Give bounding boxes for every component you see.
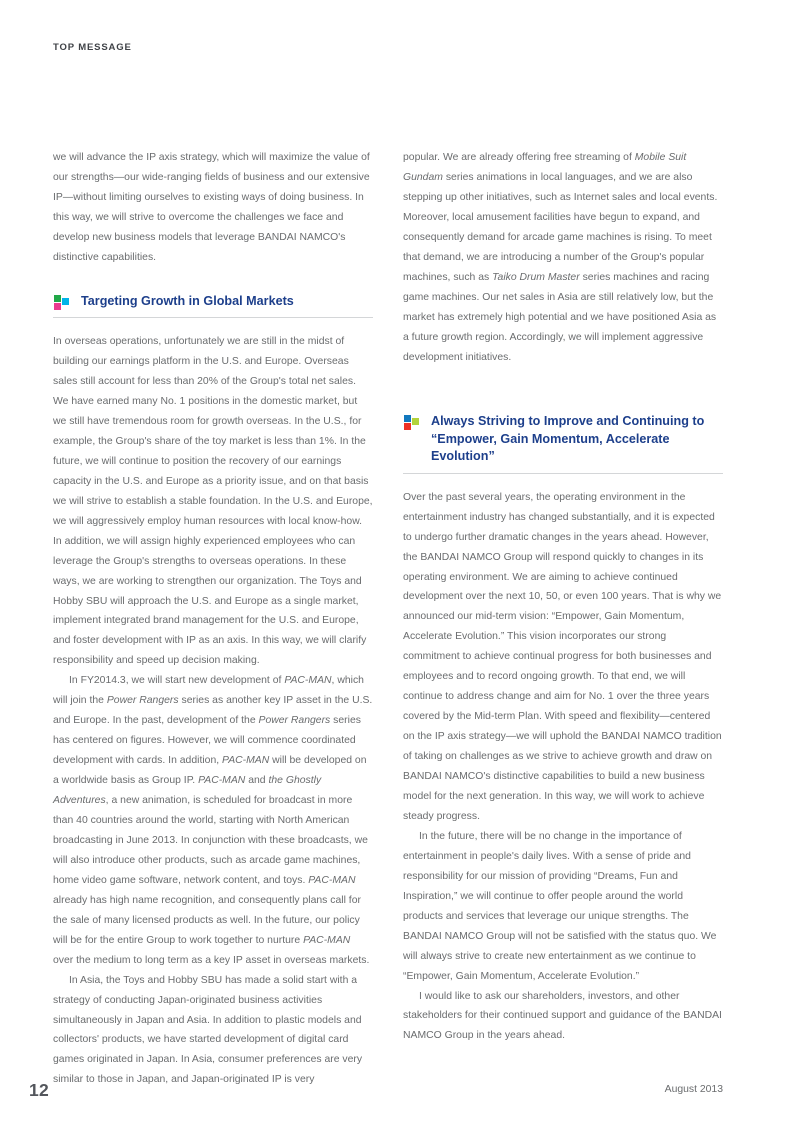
right-column <box>403 148 723 1100</box>
square-top-left <box>54 295 61 302</box>
body-paragraph: In FY2014.3, we will start new development of PAC-MAN, which will join the Power Rangers series as another key IP asset in the U.S. and Europe. In the past, development of the Power Rangers series has centered on figures. However, we will commence coordinated development with cards. In addition, PAC-MAN will be developed on a worldwide basis as Group IP. PAC-MAN and the Ghostly Adventures, a new animation, is scheduled for broadcast in more than 40 countries around the world, starting with North American broadcasting in June 2013. In conjunction with these broadcasts, we will also introduce other products, such as arcade game machines, home video game software, network content, and toys. PAC-MAN already has high name recognition, and consequently plans call for the sale of many licensed products as well. In the future, our policy will be for the entire Group to work together to nurture PAC-MAN over the medium to long term as a key IP asset in overseas markets. <box>53 675 373 966</box>
square-bottom-left <box>54 303 61 310</box>
intro-paragraph: we will advance the IP axis strategy, which will maximize the value of our strengths—our wide-ranging fields of business and our extensive IP—without limiting ourselves to existing ways of doing business. In this way, we will strive to overcome the challenges we face and develop new business models that leverage BANDAI NAMCO's distinctive capabilities. <box>53 152 370 263</box>
body-paragraph: In overseas operations, unfortunately we are still in the midst of building our earnings platform in the U.S. and Europe. Overseas sales still account for less than 20% of the Group's total net sales. We have earned many No. 1 positions in the domestic market, but we still have tremendous room for growth overseas. In the U.S., for example, the Group's share of the toy market is less than 1%. In the future, we will continue to position the recovery of our earnings capacity in the U.S. and Europe as a priority issue, and on that basis we will strive to establish a stable foundation. In the U.S. and Europe, we will aggressively employ human resources with local know-how. In addition, we will assign highly experienced employees who can leverage the Group's strengths to overseas operations. In these ways, we are working to strengthen our organization. The Toys and Hobby SBU will approach the U.S. and Europe as a single market, implement integrated brand management for the U.S. and Europe, and foster development with IP as an axis. In this way, we will clarify responsibility and speed up decision making. <box>53 336 373 667</box>
square-top-right <box>412 418 419 425</box>
body-paragraph: Over the past several years, the operating environment in the entertainment industry has changed substantially, and it is expected to undergo further dramatic changes in the years ahead. However, the BANDAI NAMCO Group will respond quickly to changes in its operating environment. We are aiming to achieve continued development over the next 10, 50, or even 100 years. That is why we announced our mid-term vision: “Empower, Gain Momentum, Accelerate Evolution.” This vision incorporates our strong commitment to achieve continual progress for both businesses and employees and to record ongoing growth. To that end, we will continue to address change and aim for No. 1 over the three years covered by the Mid-term Plan. With speed and flexibility—centered on the IP axis strategy—we will uphold the BANDAI NAMCO tradition of taking on challenges as we strive to achieve growth and draw on BANDAI NAMCO's distinctive capabilities to build a new business model for the next generation. In this way, we will work to achieve steady progress. <box>403 491 722 822</box>
running-head: TOP MESSAGE <box>53 42 132 53</box>
body-paragraph: In Asia, the Toys and Hobby SBU has made a solid start with a strategy of conducting Japan-originated business activities simultaneously in Japan and Asia. In addition to plastic models and collectors' products, we have started development of digital card games originated in Japan. In Asia, consumer preferences are very similar to those in Japan, and Japan-originated IP is very <box>53 974 363 1086</box>
section-header-global-markets <box>53 293 373 318</box>
square-top-left <box>404 415 411 422</box>
page-number: 12 <box>29 1080 50 1100</box>
section-body-empower <box>403 488 723 1047</box>
continuation-paragraph: popular. We are already offering free streaming of Mobile Suit Gundam series animations in local languages, and we are also stepping up other initiatives, such as Internet sales and local events. Moreover, local amusement facilities have begun to expand, and consequently demand for arcade game machines is rising. To meet that demand, we are introducing a number of the Group's popular machines, such as Taiko Drum Master series machines and racing game machines. Our net sales in Asia are still relatively low, but the market has extremely high potential and we have positioned Asia as a future growth region. Accordingly, we will implement aggressive development initiatives. <box>403 152 718 363</box>
section-empower <box>403 413 723 1046</box>
section-title: Always Striving to Improve and Continuing to “Empower, Gain Momentum, Accelerate Evolution” <box>431 414 705 464</box>
section-body-global-markets <box>53 332 373 1090</box>
four-square-bullet-icon <box>54 295 70 311</box>
signature-date: August 2013 <box>664 1084 723 1096</box>
square-bottom-left <box>404 423 411 430</box>
section-header-empower <box>403 413 723 473</box>
square-top-right <box>62 298 69 305</box>
four-square-bullet-icon <box>404 415 420 431</box>
body-paragraph: In the future, there will be no change in the importance of entertainment in people's daily lives. With a sense of pride and responsibility for our mission of providing “Dreams, Fun and Inspiration,” we will continue to offer people around the world products and services that leverage our unique strengths. The BANDAI NAMCO Group will not be satisfied with the status quo. We will always strive to create new entertainment as we continue to “Empower, Gain Momentum, Accelerate Evolution.” <box>403 830 717 982</box>
section-title: Targeting Growth in Global Markets <box>81 293 294 308</box>
left-column <box>53 148 373 1090</box>
body-paragraph: I would like to ask our shareholders, investors, and other stakeholders for their continued support and guidance of the BANDAI NAMCO Group in the years ahead. <box>403 990 722 1042</box>
section-global-markets <box>53 293 373 1091</box>
